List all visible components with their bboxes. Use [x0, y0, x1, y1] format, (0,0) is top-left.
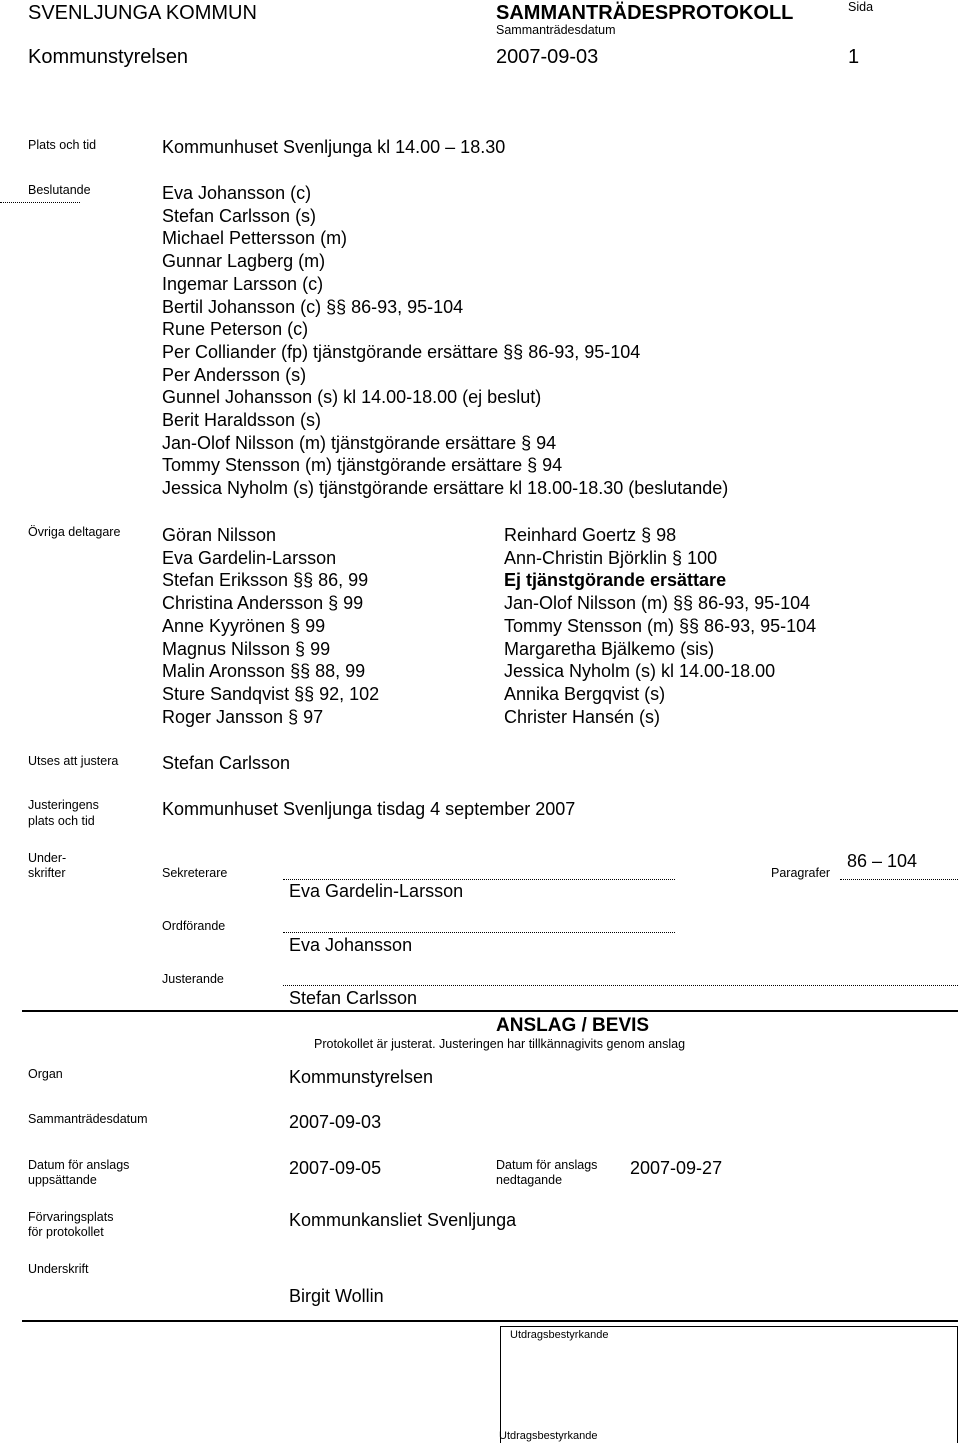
notice-title: ANSLAG / BEVIS — [496, 1015, 650, 1036]
member-line: Jan-Olof Nilsson (m) tjänstgörande ersättare § 94 — [162, 432, 557, 453]
extract-certification-box — [500, 1326, 958, 1443]
adjust-place-value: Kommunhuset Svenljunga tisdag 4 september 2007 — [162, 799, 576, 819]
participant-line: Göran Nilsson — [162, 525, 277, 545]
document-type: SAMMANTRÄDESPROTOKOLL — [496, 2, 794, 24]
member-line: Ingemar Larsson (c) — [162, 273, 324, 294]
participant-line: Ann-Christin Björklin § 100 — [504, 547, 718, 568]
secretary-name: Eva Gardelin-Larsson — [289, 881, 464, 901]
paragraphs-label: Paragrafer — [771, 866, 831, 880]
others-left-list — [162, 524, 379, 728]
page-number: 1 — [848, 46, 860, 68]
participant-line: Stefan Eriksson §§ 86, 99 — [162, 570, 369, 591]
removed-label-1: Datum för anslags — [496, 1158, 598, 1172]
member-line: Berit Haraldsson (s) — [162, 410, 322, 431]
municipality-name: SVENLJUNGA KOMMUN — [28, 2, 257, 24]
participant-line: Eva Gardelin-Larsson — [162, 547, 337, 568]
member-line: Per Colliander (fp) tjänstgörande ersättare §§ 86-93, 95-104 — [162, 341, 641, 362]
secretary-label: Sekreterare — [162, 866, 228, 880]
chair-name: Eva Johansson — [289, 935, 413, 955]
signer-name: Birgit Wollin — [289, 1286, 384, 1306]
member-line: Tommy Stensson (m) tjänstgörande ersättare § 94 — [162, 455, 563, 476]
adjuster-sign-name: Stefan Carlsson — [289, 988, 418, 1008]
others-label: Övriga deltagare — [28, 525, 121, 539]
participant-line: Margaretha Bjälkemo (sis) — [504, 638, 715, 659]
participant-line: Malin Aronsson §§ 88, 99 — [162, 661, 366, 682]
posted-date: 2007-09-05 — [289, 1158, 382, 1178]
others-right-list — [504, 524, 816, 728]
adjuster-signature-line — [283, 985, 958, 986]
member-line: Stefan Carlsson (s) — [162, 205, 317, 226]
posted-label-1: Datum för anslags — [28, 1158, 130, 1172]
storage-label-2: för protokollet — [28, 1225, 104, 1239]
meeting-date-value: 2007-09-03 — [289, 1112, 382, 1132]
section-divider — [22, 1010, 958, 1012]
member-line: Rune Peterson (c) — [162, 319, 309, 340]
participant-line: Sture Sandqvist §§ 92, 102 — [162, 683, 380, 704]
meeting-date: 2007-09-03 — [496, 46, 599, 68]
member-line: Per Andersson (s) — [162, 364, 307, 385]
meeting-date-label: Sammanträdesdatum — [28, 1112, 148, 1126]
adjuster-name: Stefan Carlsson — [162, 753, 291, 773]
participant-line: Jan-Olof Nilsson (m) §§ 86-93, 95-104 — [504, 593, 811, 614]
member-line: Gunnar Lagberg (m) — [162, 251, 326, 272]
signatures-label-1: Under- — [28, 851, 67, 865]
place-time-value: Kommunhuset Svenljunga kl 14.00 – 18.30 — [162, 137, 506, 157]
adjuster-label: Utses att justera — [28, 754, 119, 768]
adjust-place-label-2: plats och tid — [28, 814, 95, 828]
member-line: Eva Johansson (c) — [162, 183, 312, 203]
section-divider-bottom — [22, 1320, 958, 1322]
member-line: Bertil Johansson (c) §§ 86-93, 95-104 — [162, 296, 464, 317]
participant-line: Annika Bergqvist (s) — [504, 683, 666, 704]
adjuster-sign-label: Justerande — [162, 972, 224, 986]
place-time-label: Plats och tid — [28, 138, 97, 152]
extract-label-bottom: Utdragsbestyrkande — [499, 1430, 598, 1442]
organ-label: Organ — [28, 1067, 63, 1081]
extract-label-top: Utdragsbestyrkande — [510, 1329, 609, 1341]
chair-label: Ordförande — [162, 919, 226, 933]
deciding-members-list — [162, 182, 728, 500]
date-label: Sammanträdesdatum — [496, 23, 616, 37]
participant-line: Reinhard Goertz § 98 — [504, 525, 677, 545]
storage-label-1: Förvaringsplats — [28, 1210, 114, 1224]
paragraphs-value: 86 – 104 — [847, 851, 918, 871]
paragraphs-line — [840, 879, 958, 880]
storage-value: Kommunkansliet Svenljunga — [289, 1210, 517, 1230]
participant-line: Jessica Nyholm (s) kl 14.00-18.00 — [504, 661, 776, 682]
committee-name: Kommunstyrelsen — [28, 46, 189, 68]
secretary-signature-line — [283, 879, 675, 880]
member-line: Gunnel Johansson (s) kl 14.00-18.00 (ej beslut) — [162, 387, 542, 408]
adjust-place-label-1: Justeringens — [28, 798, 99, 812]
page-label: Sida — [848, 0, 874, 14]
participant-line: Tommy Stensson (m) §§ 86-93, 95-104 — [504, 615, 817, 636]
label-divider — [0, 202, 80, 203]
organ-value: Kommunstyrelsen — [289, 1067, 434, 1087]
member-line: Michael Pettersson (m) — [162, 228, 348, 249]
removed-date: 2007-09-27 — [630, 1158, 723, 1178]
signatures-label-2: skrifter — [28, 866, 66, 880]
removed-label-2: nedtagande — [496, 1173, 563, 1187]
deciding-label: Beslutande — [28, 183, 91, 197]
participant-line: Christer Hansén (s) — [504, 706, 661, 727]
chair-signature-line — [283, 932, 675, 933]
signature-label: Underskrift — [28, 1262, 89, 1276]
participant-line: Anne Kyyrönen § 99 — [162, 615, 326, 636]
notice-subtitle: Protokollet är justerat. Justeringen har tillkännagivits genom anslag — [314, 1037, 686, 1051]
participant-line: Christina Andersson § 99 — [162, 593, 364, 614]
substitutes-heading: Ej tjänstgörande ersättare — [504, 570, 727, 591]
participant-line: Magnus Nilsson § 99 — [162, 638, 331, 659]
posted-label-2: uppsättande — [28, 1173, 97, 1187]
member-line: Jessica Nyholm (s) tjänstgörande ersättare kl 18.00-18.30 (beslutande) — [162, 478, 729, 499]
participant-line: Roger Jansson § 97 — [162, 706, 324, 727]
